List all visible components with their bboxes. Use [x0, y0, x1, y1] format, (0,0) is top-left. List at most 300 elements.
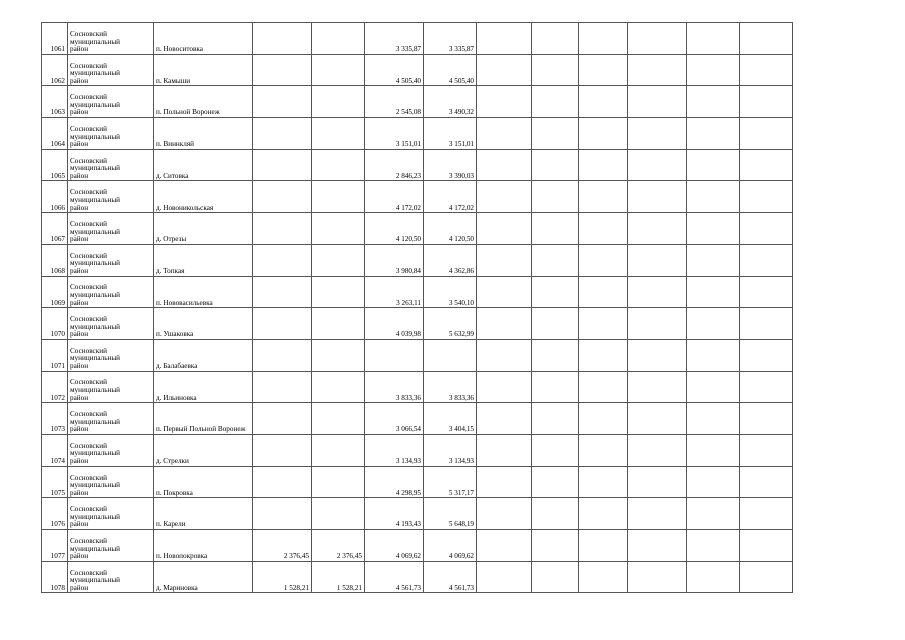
district-line: район [70, 393, 89, 402]
empty-cell [687, 213, 740, 245]
empty-cell [477, 149, 532, 181]
district-line: муниципальный [70, 259, 121, 268]
value-cell-d: 5 648,19 [424, 498, 477, 530]
value-cell-c: 3 263,11 [365, 276, 424, 308]
value-cell-b [312, 86, 365, 118]
value-cell-a: 1 528,21 [253, 561, 312, 593]
empty-cell [740, 213, 793, 245]
empty-cell [687, 276, 740, 308]
district-line: муниципальный [70, 227, 121, 236]
table-row [42, 498, 793, 530]
value-cell-d [424, 339, 477, 371]
district-line: Сосновский [70, 251, 107, 260]
empty-cell [740, 54, 793, 86]
district-cell [68, 339, 154, 371]
value-cell-a: 2 376,45 [253, 530, 312, 562]
district-cell [68, 118, 154, 150]
empty-cell [687, 466, 740, 498]
row-number-cell: 1067 [42, 213, 68, 245]
table-row [42, 561, 793, 593]
settlement-cell: д. Балабаевка [154, 339, 253, 371]
value-cell-d: 3 335,87 [424, 23, 477, 55]
district-line: район [70, 108, 89, 117]
value-cell-b [312, 466, 365, 498]
empty-cell [628, 86, 687, 118]
empty-cell [740, 181, 793, 213]
empty-cell [628, 118, 687, 150]
table-row [42, 54, 793, 86]
empty-cell [687, 498, 740, 530]
row-number-cell: 1068 [42, 244, 68, 276]
settlement-cell: п. Первый Польной Воронеж [154, 403, 253, 435]
row-number-cell: 1061 [42, 23, 68, 55]
empty-cell [579, 276, 628, 308]
district-cell [68, 244, 154, 276]
empty-cell [740, 276, 793, 308]
row-number-cell: 1074 [42, 434, 68, 466]
empty-cell [477, 339, 532, 371]
empty-cell [628, 308, 687, 340]
empty-cell [628, 466, 687, 498]
value-cell-b [312, 244, 365, 276]
district-line: муниципальный [70, 69, 121, 78]
empty-cell [740, 530, 793, 562]
table-row [42, 23, 793, 55]
data-table [41, 22, 793, 593]
row-number-cell: 1073 [42, 403, 68, 435]
table-row [42, 466, 793, 498]
settlement-cell: п. Покровка [154, 466, 253, 498]
row-number-cell: 1077 [42, 530, 68, 562]
empty-cell [532, 213, 579, 245]
empty-cell [477, 244, 532, 276]
empty-cell [477, 276, 532, 308]
empty-cell [477, 308, 532, 340]
district-line: район [70, 488, 89, 497]
district-cell [68, 466, 154, 498]
empty-cell [687, 561, 740, 593]
empty-cell [740, 23, 793, 55]
empty-cell [532, 86, 579, 118]
empty-cell [687, 434, 740, 466]
value-cell-c: 4 505,40 [365, 54, 424, 86]
district-line: район [70, 266, 89, 275]
value-cell-a [253, 403, 312, 435]
value-cell-c [365, 339, 424, 371]
empty-cell [687, 403, 740, 435]
table-row [42, 86, 793, 118]
empty-cell [740, 561, 793, 593]
empty-cell [579, 466, 628, 498]
district-line: район [70, 583, 89, 592]
empty-cell [477, 118, 532, 150]
empty-cell [687, 530, 740, 562]
settlement-cell: д. Отрезы [154, 213, 253, 245]
empty-cell [740, 371, 793, 403]
district-line: муниципальный [70, 417, 121, 426]
settlement-cell: п. Новоситовка [154, 23, 253, 55]
district-line: Сосновский [70, 283, 107, 292]
empty-cell [628, 561, 687, 593]
value-cell-a [253, 54, 312, 86]
district-line: Сосновский [70, 410, 107, 419]
settlement-cell: п. Виннкляй [154, 118, 253, 150]
value-cell-b [312, 149, 365, 181]
value-cell-c: 2 545,08 [365, 86, 424, 118]
table-body [42, 23, 793, 593]
value-cell-b [312, 498, 365, 530]
table-row [42, 181, 793, 213]
empty-cell [532, 466, 579, 498]
value-cell-c: 3 335,87 [365, 23, 424, 55]
district-line: Сосновский [70, 61, 107, 70]
empty-cell [628, 371, 687, 403]
empty-cell [579, 403, 628, 435]
row-number-cell: 1064 [42, 118, 68, 150]
value-cell-d: 4 172,02 [424, 181, 477, 213]
empty-cell [740, 339, 793, 371]
value-cell-d: 4 505,40 [424, 54, 477, 86]
empty-cell [628, 181, 687, 213]
empty-cell [477, 434, 532, 466]
value-cell-d: 3 404,15 [424, 403, 477, 435]
value-cell-d: 4 561,73 [424, 561, 477, 593]
value-cell-c: 4 298,95 [365, 466, 424, 498]
table-row [42, 118, 793, 150]
district-cell [68, 276, 154, 308]
table-row [42, 339, 793, 371]
value-cell-a [253, 213, 312, 245]
settlement-cell: д. Ситовка [154, 149, 253, 181]
district-cell [68, 434, 154, 466]
district-cell [68, 86, 154, 118]
empty-cell [740, 86, 793, 118]
value-cell-d: 3 833,36 [424, 371, 477, 403]
value-cell-c: 4 069,62 [365, 530, 424, 562]
row-number-cell: 1062 [42, 54, 68, 86]
empty-cell [628, 403, 687, 435]
settlement-cell: п. Польной Воронеж [154, 86, 253, 118]
empty-cell [532, 371, 579, 403]
empty-cell [532, 561, 579, 593]
district-cell [68, 308, 154, 340]
table-row [42, 244, 793, 276]
value-cell-c: 4 193,43 [365, 498, 424, 530]
value-cell-c: 3 134,93 [365, 434, 424, 466]
settlement-cell: д. Стрелки [154, 434, 253, 466]
empty-cell [477, 213, 532, 245]
district-cell [68, 54, 154, 86]
row-number-cell: 1071 [42, 339, 68, 371]
district-line: район [70, 45, 89, 54]
empty-cell [687, 339, 740, 371]
settlement-cell: п. Новопокровка [154, 530, 253, 562]
value-cell-a [253, 308, 312, 340]
empty-cell [579, 498, 628, 530]
empty-cell [579, 371, 628, 403]
empty-cell [532, 118, 579, 150]
value-cell-c: 2 846,23 [365, 149, 424, 181]
empty-cell [687, 149, 740, 181]
empty-cell [477, 561, 532, 593]
district-line: муниципальный [70, 195, 121, 204]
empty-cell [579, 23, 628, 55]
value-cell-a [253, 149, 312, 181]
district-line: Сосновский [70, 156, 107, 165]
empty-cell [628, 213, 687, 245]
table-row [42, 308, 793, 340]
empty-cell [477, 371, 532, 403]
value-cell-b [312, 23, 365, 55]
table-row [42, 149, 793, 181]
district-cell [68, 213, 154, 245]
value-cell-b [312, 308, 365, 340]
value-cell-a [253, 434, 312, 466]
value-cell-c: 4 039,98 [365, 308, 424, 340]
district-cell [68, 371, 154, 403]
district-line: Сосновский [70, 473, 107, 482]
district-line: Сосновский [70, 124, 107, 133]
district-line: Сосновский [70, 188, 107, 197]
empty-cell [579, 213, 628, 245]
value-cell-d: 4 120,50 [424, 213, 477, 245]
value-cell-c: 3 980,84 [365, 244, 424, 276]
district-line: район [70, 457, 89, 466]
district-line: муниципальный [70, 512, 121, 521]
empty-cell [477, 403, 532, 435]
empty-cell [740, 149, 793, 181]
table-row [42, 371, 793, 403]
value-cell-d: 3 540,10 [424, 276, 477, 308]
settlement-cell: д. Мариновка [154, 561, 253, 593]
district-line: Сосновский [70, 93, 107, 102]
district-line: Сосновский [70, 568, 107, 577]
row-number-cell: 1072 [42, 371, 68, 403]
empty-cell [687, 308, 740, 340]
empty-cell [579, 561, 628, 593]
value-cell-a [253, 498, 312, 530]
district-line: Сосновский [70, 29, 107, 38]
empty-cell [628, 149, 687, 181]
empty-cell [740, 118, 793, 150]
empty-cell [532, 403, 579, 435]
empty-cell [740, 403, 793, 435]
value-cell-d: 5 317,17 [424, 466, 477, 498]
row-number-cell: 1070 [42, 308, 68, 340]
value-cell-a [253, 371, 312, 403]
district-line: муниципальный [70, 322, 121, 331]
row-number-cell: 1076 [42, 498, 68, 530]
empty-cell [477, 54, 532, 86]
empty-cell [687, 118, 740, 150]
empty-cell [740, 498, 793, 530]
row-number-cell: 1065 [42, 149, 68, 181]
value-cell-b [312, 371, 365, 403]
value-cell-d: 3 390,03 [424, 149, 477, 181]
empty-cell [477, 86, 532, 118]
value-cell-b: 1 528,21 [312, 561, 365, 593]
empty-cell [687, 86, 740, 118]
district-cell [68, 149, 154, 181]
settlement-cell: д. Топкая [154, 244, 253, 276]
row-number-cell: 1069 [42, 276, 68, 308]
value-cell-b: 2 376,45 [312, 530, 365, 562]
empty-cell [579, 434, 628, 466]
district-line: муниципальный [70, 576, 121, 585]
value-cell-d: 4 069,62 [424, 530, 477, 562]
empty-cell [687, 181, 740, 213]
district-line: Сосновский [70, 315, 107, 324]
empty-cell [532, 530, 579, 562]
value-cell-c: 3 066,54 [365, 403, 424, 435]
empty-cell [687, 23, 740, 55]
district-line: Сосновский [70, 220, 107, 229]
empty-cell [628, 434, 687, 466]
value-cell-b [312, 434, 365, 466]
value-cell-b [312, 54, 365, 86]
value-cell-a [253, 276, 312, 308]
value-cell-b [312, 118, 365, 150]
table-row [42, 434, 793, 466]
empty-cell [687, 54, 740, 86]
value-cell-b [312, 403, 365, 435]
empty-cell [628, 23, 687, 55]
value-cell-a [253, 118, 312, 150]
value-cell-c: 4 561,73 [365, 561, 424, 593]
district-cell [68, 181, 154, 213]
empty-cell [628, 54, 687, 86]
empty-cell [532, 308, 579, 340]
district-line: район [70, 552, 89, 561]
value-cell-b [312, 181, 365, 213]
district-line: Сосновский [70, 346, 107, 355]
table-row [42, 213, 793, 245]
value-cell-d: 3 151,01 [424, 118, 477, 150]
empty-cell [532, 339, 579, 371]
value-cell-d: 5 632,99 [424, 308, 477, 340]
district-line: муниципальный [70, 37, 121, 46]
empty-cell [687, 371, 740, 403]
data-table-sheet [41, 22, 793, 593]
district-line: район [70, 76, 89, 85]
value-cell-c: 3 833,36 [365, 371, 424, 403]
value-cell-c: 4 120,50 [365, 213, 424, 245]
district-line: Сосновский [70, 536, 107, 545]
empty-cell [628, 244, 687, 276]
empty-cell [740, 308, 793, 340]
value-cell-d: 4 362,86 [424, 244, 477, 276]
value-cell-c: 3 151,01 [365, 118, 424, 150]
value-cell-d: 3 490,32 [424, 86, 477, 118]
table-row [42, 530, 793, 562]
settlement-cell: д. Новоникольская [154, 181, 253, 213]
district-line: район [70, 361, 89, 370]
empty-cell [740, 244, 793, 276]
settlement-cell: п. Нововасильевка [154, 276, 253, 308]
empty-cell [532, 23, 579, 55]
empty-cell [477, 466, 532, 498]
empty-cell [532, 149, 579, 181]
empty-cell [532, 244, 579, 276]
empty-cell [579, 339, 628, 371]
row-number-cell: 1078 [42, 561, 68, 593]
district-line: муниципальный [70, 291, 121, 299]
district-line: Сосновский [70, 505, 107, 514]
value-cell-a [253, 86, 312, 118]
empty-cell [579, 530, 628, 562]
district-cell [68, 561, 154, 593]
empty-cell [628, 339, 687, 371]
table-row [42, 276, 793, 308]
empty-cell [477, 498, 532, 530]
empty-cell [532, 181, 579, 213]
empty-cell [579, 181, 628, 213]
value-cell-a [253, 339, 312, 371]
district-line: район [70, 425, 89, 434]
empty-cell [687, 244, 740, 276]
district-line: район [70, 235, 89, 244]
value-cell-c: 4 172,02 [365, 181, 424, 213]
empty-cell [532, 434, 579, 466]
row-number-cell: 1063 [42, 86, 68, 118]
district-cell [68, 530, 154, 562]
district-line: муниципальный [70, 354, 121, 363]
district-line: муниципальный [70, 100, 121, 109]
district-line: муниципальный [70, 164, 121, 173]
empty-cell [579, 86, 628, 118]
empty-cell [532, 276, 579, 308]
district-line: район [70, 140, 89, 149]
district-line: муниципальный [70, 481, 121, 490]
empty-cell [740, 434, 793, 466]
value-cell-b [312, 339, 365, 371]
empty-cell [579, 118, 628, 150]
district-cell [68, 498, 154, 530]
empty-cell [532, 54, 579, 86]
settlement-cell: д. Ильиновка [154, 371, 253, 403]
empty-cell [477, 530, 532, 562]
value-cell-d: 3 134,93 [424, 434, 477, 466]
value-cell-b [312, 276, 365, 308]
empty-cell [579, 149, 628, 181]
district-cell [68, 403, 154, 435]
district-cell [68, 23, 154, 55]
district-line: муниципальный [70, 544, 121, 553]
empty-cell [579, 54, 628, 86]
empty-cell [532, 498, 579, 530]
empty-cell [477, 23, 532, 55]
settlement-cell: п. Камыши [154, 54, 253, 86]
row-number-cell: 1066 [42, 181, 68, 213]
district-line: муниципальный [70, 449, 121, 458]
district-line: район [70, 171, 89, 180]
empty-cell [477, 181, 532, 213]
district-line: район [70, 203, 89, 212]
district-line: муниципальный [70, 386, 121, 395]
district-line: Сосновский [70, 441, 107, 450]
value-cell-a [253, 23, 312, 55]
value-cell-a [253, 244, 312, 276]
value-cell-a [253, 466, 312, 498]
district-line: район [70, 298, 89, 307]
value-cell-a [253, 181, 312, 213]
empty-cell [628, 530, 687, 562]
district-line: район [70, 330, 89, 339]
empty-cell [628, 498, 687, 530]
settlement-cell: п. Карели [154, 498, 253, 530]
district-line: Сосновский [70, 378, 107, 387]
value-cell-b [312, 213, 365, 245]
